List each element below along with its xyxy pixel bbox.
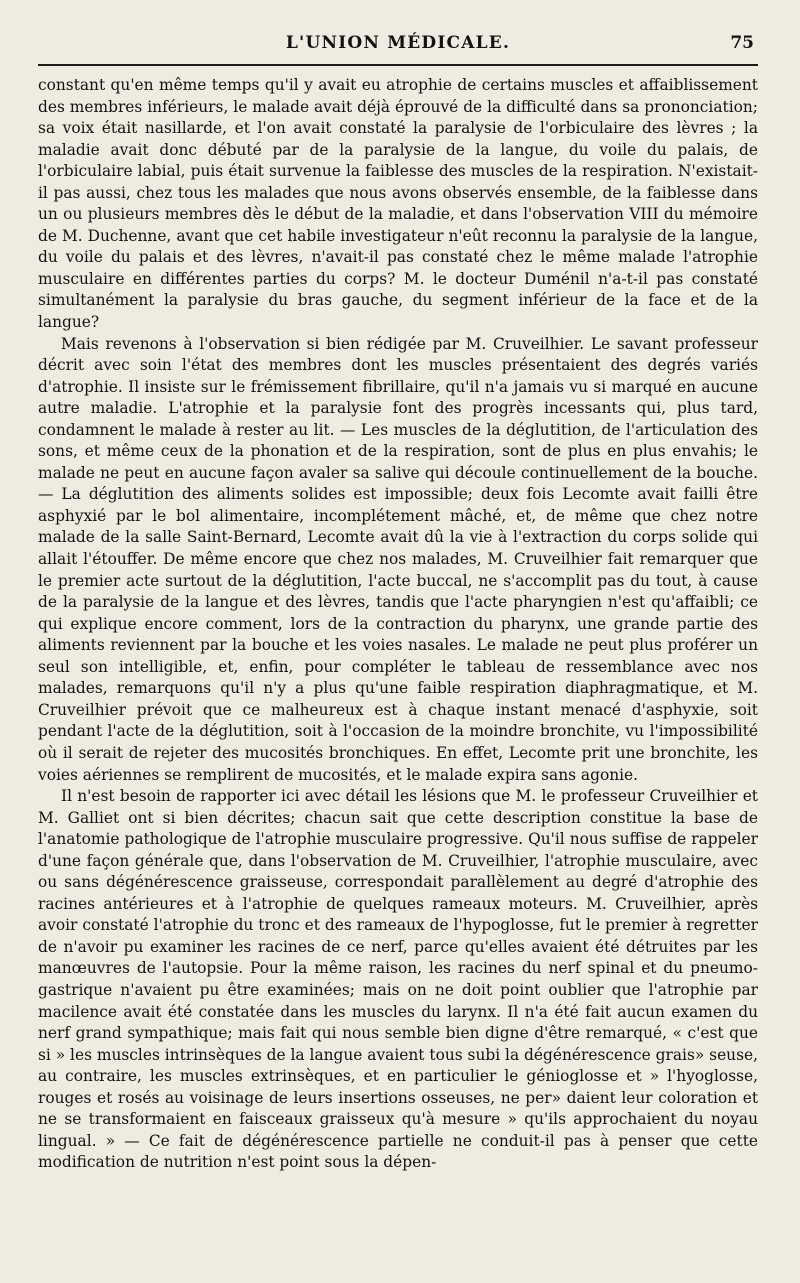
header-rule bbox=[38, 64, 758, 66]
paragraph: Il n'est besoin de rapporter ici avec détail les lésions que M. le professeur Cruveilhier et M. Galliet ont si bien décrites; chacun sait que cette description constitue la base de l'anatomie pathologique de l'atrophie musculaire progressive. Qu'il nous suffise de rappeler d'une façon générale que, dans l'observation de M. Cruveilhier, l'atrophie musculaire, avec ou sans dégénérescence graisseuse, correspondait parallèlement au degré d'atrophie des racines antérieures et à l'atrophie de quelques rameaux moteurs. M. Cruveilhier, après avoir constaté l'atrophie du tronc et des rameaux de l'hypoglosse, fut le premier à regretter de n'avoir pu examiner les racines de ce nerf, parce qu'elles avaient été détruites par les manœuvres de l'autopsie. Pour la même raison, les racines du nerf spinal et du pneumo-gastrique n'avaient pu être examinées; mais on ne doit point oublier que l'atrophie par macilence avait été constatée dans les muscles du larynx. Il n'a été fait aucun examen du nerf grand sympathique; mais fait qui nous semble bien digne d'être remarqué, « c'est que si » les muscles intrinsèques de la langue avaient tous subi la dégénérescence grais» seuse, au contraire, les muscles extrinsèques, et en particulier le génioglosse et » l'hyoglosse, rouges et rosés au voisinage de leurs insertions osseuses, ne per» daient leur coloration et ne se transformaient en faisceaux graisseux qu'à mesure » qu'ils approchaient du noyau lingual. » — Ce fait de dégénérescence partielle ne conduit-il pas à penser que cette modification de nutrition n'est point sous la dépen- bbox=[38, 787, 758, 1172]
running-header bbox=[38, 30, 758, 64]
paragraph: Mais revenons à l'observation si bien rédigée par M. Cruveilhier. Le savant professeur décrit avec soin l'état des membres dont les muscles présentaient des degrés variés d'atrophie. Il insiste sur le frémissement fibrillaire, qu'il n'a jamais vu si marqué en aucune autre maladie. L'atrophie et la paralysie font des progrès incessants qui, plus tard, condamnent le malade à rester au lit. — Les muscles de la déglutition, de l'articulation des sons, et même ceux de la phonation et de la respiration, sont de plus en plus envahis; le malade ne peut en aucune façon avaler sa salive qui découle continuellement de la bouche. — La déglutition des aliments solides est impossible; deux fois Lecomte avait failli être asphyxié par le bol alimentaire, incomplétement mâché, et, de même que chez notre malade de la salle Saint-Bernard, Lecomte avait dû la vie à l'extraction du corps solide qui allait l'étouffer. De même encore que chez nos malades, M. Cruveilhier fait remarquer que le premier acte surtout de la déglutition, l'acte buccal, ne s'accomplit pas du tout, à cause de la paralysie de la langue et des lèvres, tandis que l'acte pharyngien n'est qu'affaibli; ce qui explique encore comment, lors de la contraction du pharynx, une grande partie des aliments reviennent par la bouche et les voies nasales. Le malade ne peut plus proférer un seul son intelligible, et, enfin, pour compléter le tableau de ressemblance avec nos malades, remarquons qu'il n'y a plus qu'une faible respiration diaphragmatique, et M. Cruveilhier prévoit que ce malheureux est à chaque instant menacé d'asphyxie, soit pendant l'acte de la déglutition, soit à l'occasion de la moindre bronchite, vu l'impossibilité où il serait de rejeter des mucosités bronchiques. En effet, Lecomte prit une bronchite, les voies aériennes se remplirent de mucosités, et le malade expira sans agonie. bbox=[38, 334, 758, 784]
paragraph: constant qu'en même temps qu'il y avait eu atrophie de certains muscles et affaiblissement des membres inférieurs, le malade avait déjà éprouvé de la difficulté dans sa prononciation; sa voix était nasillarde, et l'on avait constaté la paralysie de l'orbiculaire des lèvres ; la maladie avait donc débuté par de la paralysie de la langue, du voile du palais, de l'orbiculaire labial, puis était survenue la faiblesse des muscles de la respiration. N'existait-il pas aussi, chez tous les malades que nous avons observés ensemble, de la faiblesse dans un ou plusieurs membres dès le début de la maladie, et dans l'observation VIII du mémoire de M. Duchenne, avant que cet habile investigateur n'eût reconnu la paralysie de la langue, du voile du palais et des lèvres, n'avait-il pas constaté chez le même malade l'atrophie musculaire en différentes parties du corps? M. le docteur Duménil n'a-t-il pas constaté simultanément la paralysie du bras gauche, du segment inférieur de la face et de la langue? bbox=[38, 76, 758, 332]
page-number: 75 bbox=[730, 33, 754, 53]
body-text bbox=[38, 75, 758, 1174]
journal-title: L'UNION MÉDICALE. bbox=[285, 33, 511, 53]
